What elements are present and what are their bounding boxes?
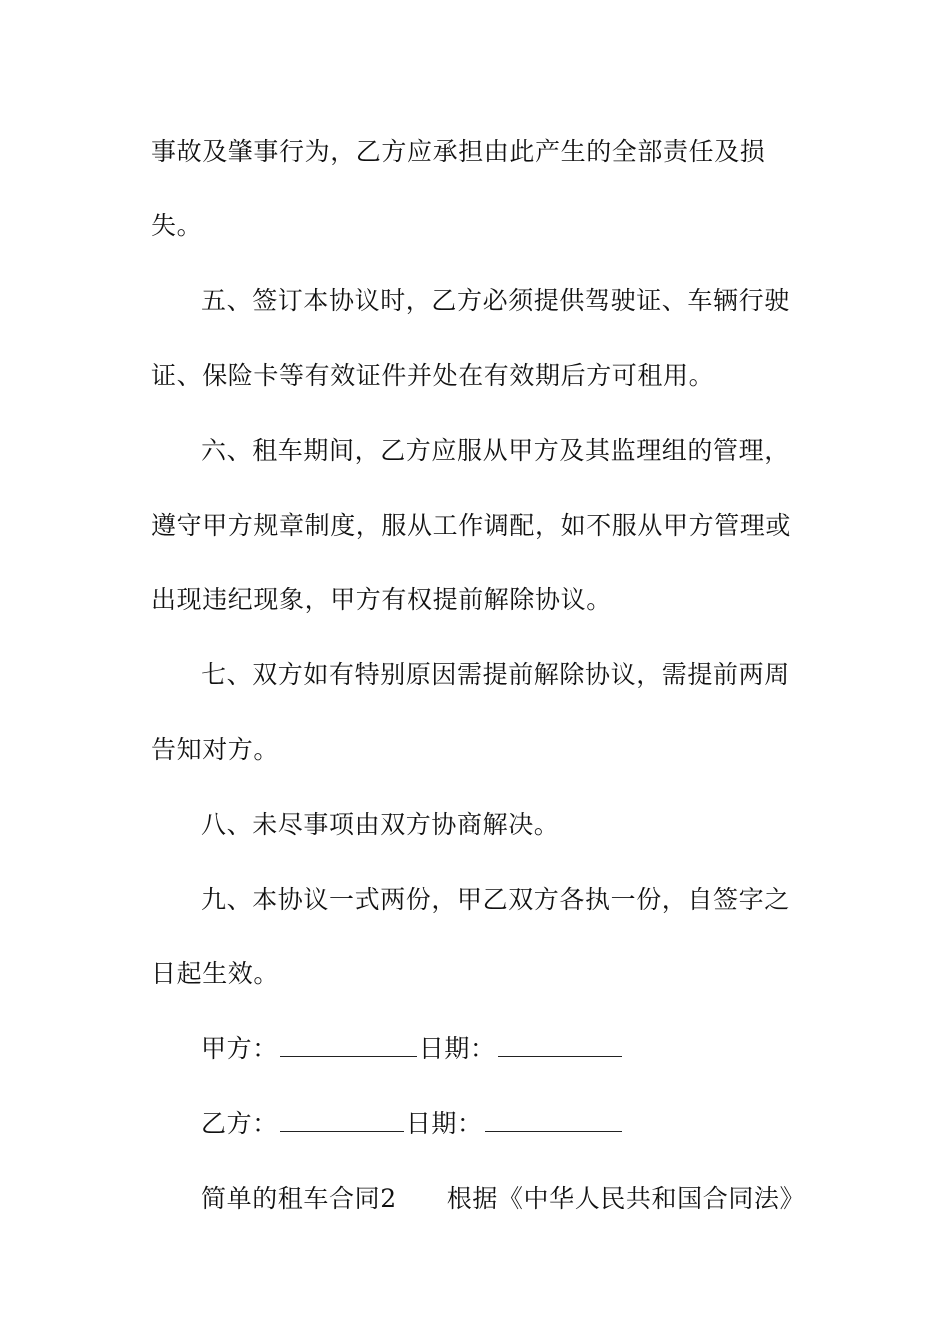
party-a-label: 甲方： [201, 1034, 278, 1063]
paragraph-line: 出现违纪现象，甲方有权提前解除协议。 [151, 585, 612, 614]
party-a-date-blank[interactable] [498, 1034, 622, 1057]
clause-eight-line: 八、未尽事项由双方协商解决。 [201, 810, 560, 839]
party-b-signature-row [201, 1109, 624, 1139]
paragraph-line: 失。 [151, 211, 203, 240]
party-a-signature-blank[interactable] [280, 1034, 417, 1057]
next-section-row [201, 1184, 805, 1214]
paragraph-line: 证、保险卡等有效证件并处在有效期后方可租用。 [151, 361, 715, 390]
party-b-signature-blank[interactable] [280, 1109, 404, 1132]
paragraph-line: 告知对方。 [151, 735, 280, 764]
party-b-date-label: 日期： [405, 1109, 483, 1138]
clause-seven-line: 七、双方如有特别原因需提前解除协议，需提前两周 [201, 660, 790, 689]
paragraph-line: 日起生效。 [151, 959, 280, 988]
clause-six-line: 六、租车期间，乙方应服从甲方及其监理组的管理， [201, 436, 790, 465]
paragraph-line: 事故及肇事行为，乙方应承担由此产生的全部责任及损 [151, 137, 766, 166]
paragraph-line: 遵守甲方规章制度，服从工作调配，如不服从甲方管理或 [151, 511, 792, 540]
party-b-label: 乙方： [201, 1109, 278, 1138]
next-section-text: 根据《中华人民共和国合同法》 [446, 1184, 806, 1213]
clause-nine-line: 九、本协议一式两份，甲乙双方各执一份，自签字之 [201, 885, 790, 914]
clause-five-line: 五、签订本协议时，乙方必须提供驾驶证、车辆行驶 [201, 286, 790, 315]
party-a-date-label: 日期： [418, 1034, 496, 1063]
party-a-signature-row [201, 1034, 624, 1064]
party-b-date-blank[interactable] [485, 1109, 622, 1132]
next-section-title: 简单的租车合同2 [201, 1184, 397, 1213]
